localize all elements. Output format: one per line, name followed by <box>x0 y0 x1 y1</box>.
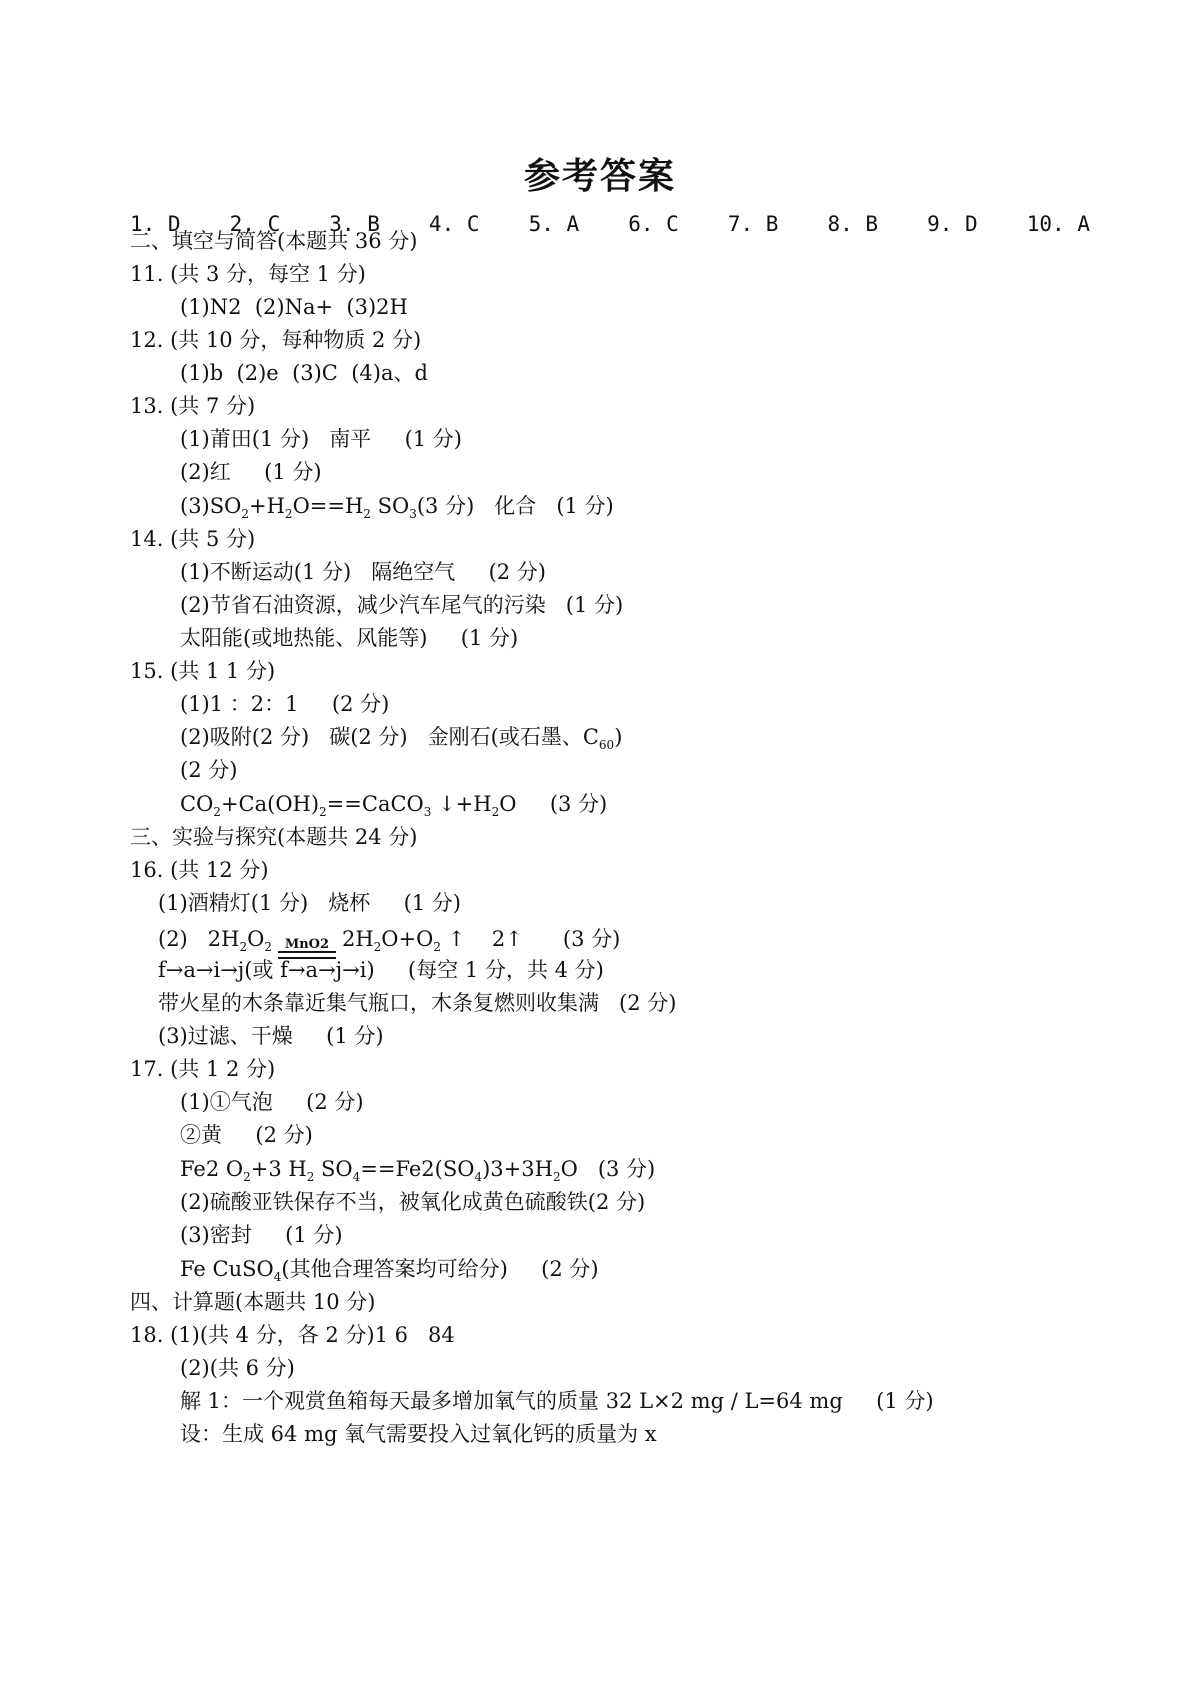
question-heading: 16. (共 12 分) <box>130 858 269 882</box>
answer-line: (1)莆田(1 分) 南平 (1 分) <box>180 427 462 451</box>
question-heading: 13. (共 7 分) <box>130 394 256 418</box>
mc-answer: 10. A <box>1026 212 1090 236</box>
answer-line: 太阳能(或地热能、风能等) (1 分) <box>180 626 519 650</box>
equation-line: (2) $2H_2O_2$ MnO2 $2H_2O+O_2$ ↑ 2↑ (3 分) <box>158 926 620 960</box>
answer-line: (1)①气泡 (2 分) <box>180 1090 364 1114</box>
answer-line: (1)不断运动(1 分) 隔绝空气 (2 分) <box>180 560 546 584</box>
section-heading: 三、实验与探究(本题共 24 分) <box>130 825 418 849</box>
mc-answer: 5. A <box>528 212 580 236</box>
answer-line: (2)红 (1 分) <box>180 460 322 484</box>
answer-line: 解 1：一个观赏鱼箱每天最多增加氧气的质量 32 L×2 mg / L=64 mg (1 分) <box>180 1389 934 1413</box>
answer-line: (1)N2 (2)Na+ (3)2H <box>180 295 408 319</box>
answer-line: 带火星的木条靠近集气瓶口，木条复燃则收集满 (2 分) <box>158 991 677 1015</box>
answer-line: (2)节省石油资源，减少汽车尾气的污染 (1 分) <box>180 593 624 617</box>
catalyst-condition: MnO2 <box>278 938 336 959</box>
page-title: 参考答案 <box>523 156 676 197</box>
mc-answer: 3. B <box>329 212 380 236</box>
answer-line: (3)密封 (1 分) <box>180 1223 343 1247</box>
section-heading: 四、计算题(本题共 10 分) <box>130 1290 376 1314</box>
equation-line: $CO_2+Ca(OH)_2==CaCO_3$ $↓+H_2O$ (3 分) <box>180 792 608 820</box>
answer-line: (1)1 ：2：1 (2 分) <box>180 692 390 716</box>
question-heading: 17. (共 1 2 分) <box>130 1057 276 1081</box>
answer-line: (1)酒精灯(1 分) 烧杯 (1 分) <box>158 891 461 915</box>
mc-answer: 9. D <box>927 212 978 236</box>
answer-line: (2)硫酸亚铁保存不当，被氧化成黄色硫酸铁(2 分) <box>180 1190 646 1214</box>
equation-line: Fe2 $O_2+3$ $H_2$ $SO_4==Fe2(SO_4)3+3H_2O$ (3 分) <box>180 1157 656 1185</box>
question-heading: 12. (共 10 分，每种物质 2 分) <box>130 328 422 352</box>
mc-answer: 6. C <box>628 212 679 236</box>
mc-answer: 2. C <box>229 212 281 236</box>
equation-line: $(3)SO_2+H_2O==H_2$ $SO_3(3$ 分) 化合 (1 分) <box>180 494 614 522</box>
question-heading: 18. (1)(共 4 分，各 2 分)1 6 84 <box>130 1323 455 1347</box>
answer-line: (2)吸附(2 分) 碳(2 分) 金刚石(或石墨、$C_{60}$) <box>180 725 623 753</box>
question-heading: 14. (共 5 分) <box>130 527 256 551</box>
answer-line: f→a→i→j(或 f→a→j→i) (每空 1 分，共 4 分) <box>158 958 604 982</box>
answer-line: (1)b (2)e (3)C (4)a、d <box>180 361 428 385</box>
answer-line: Fe CuSO$_4$(其他合理答案均可给分) (2 分) <box>180 1257 599 1285</box>
mc-answer: 1. D <box>130 212 181 236</box>
question-heading: 11. (共 3 分，每空 1 分) <box>130 262 366 286</box>
question-heading: 15. (共 1 1 分) <box>130 659 276 683</box>
mc-answer: 4. C <box>428 212 480 236</box>
mc-answer: 8. B <box>827 212 879 236</box>
mc-answer: 7. B <box>727 212 779 236</box>
answer-line: (2)(共 6 分) <box>180 1356 295 1380</box>
answer-line: (2 分) <box>180 758 238 782</box>
answer-line: ②黄 (2 分) <box>180 1123 313 1147</box>
section-heading: 二、填空与简答(本题共 36 分) <box>130 229 418 253</box>
answer-line: (3)过滤、干燥 (1 分) <box>158 1024 384 1048</box>
answer-line: 设：生成 64 mg 氧气需要投入过氧化钙的质量为 x <box>180 1422 657 1446</box>
